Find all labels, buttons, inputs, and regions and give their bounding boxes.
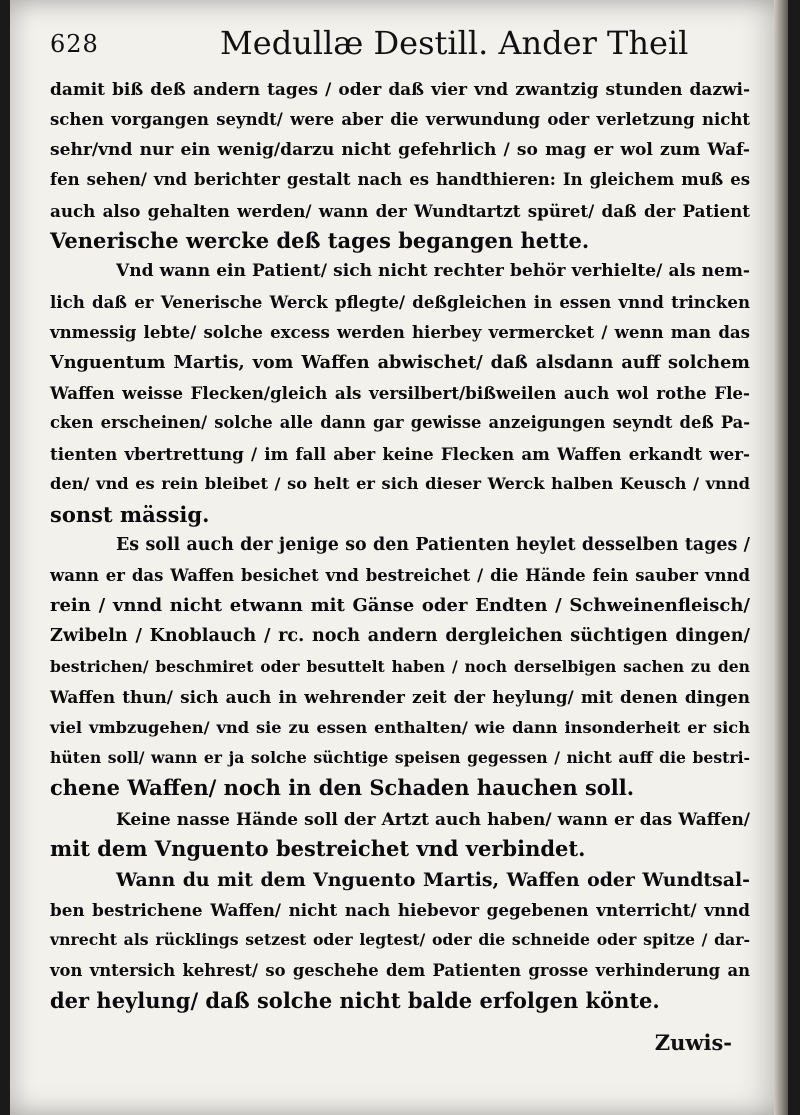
text-line: Es soll auch der jenige so den Patienten heylet desselben tages / (116, 535, 750, 556)
text-line: damit biß deß andern tages / oder daß vier vnd zwantzig stunden dazwi- (50, 79, 750, 99)
catchword: Zuwis- (654, 1030, 732, 1055)
text-line: Zwibeln / Knoblauch / rc. noch andern dergleichen süchtigen dingen/ (50, 625, 750, 647)
text-line: schen vorgangen seyndt/ were aber die verwundung oder verletzung nicht (50, 109, 750, 130)
text-line: Vnguentum Martis, vom Waffen abwischet/ daß alsdann auff solchem (50, 351, 750, 373)
body-text (50, 74, 750, 1017)
text-line: rein / vnnd nicht etwann mit Gänse oder Endten / Schweinenfleisch/ (50, 594, 750, 616)
text-line: den/ vnd es rein bleibet / so helt er sich dieser Werck halben Keusch / vnnd (50, 474, 750, 494)
text-line: chene Waffen/ noch in den Schaden hauchen soll. (50, 775, 635, 801)
text-line: tienten vbertrettung / im fall aber keine Flecken am Waffen erkandt wer- (50, 443, 750, 464)
text-line: hüten soll/ wann er ja solche süchtige speisen gegessen / nicht auff die bestri- (50, 747, 750, 767)
text-line: viel vmbzugehen/ vnd sie zu essen enthalten/ wie dann insonderheit er sich (50, 717, 750, 737)
text-line: sonst mässig. (50, 501, 210, 527)
text-line: Keine nasse Hände soll der Artzt auch haben/ wann er das Waffen/ (116, 808, 750, 829)
text-line: Wann du mit dem Vnguento Martis, Waffen oder Wundtsal- (116, 868, 750, 891)
text-line: lich daß er Venerische Werck pflegte/ deßgleichen in essen vnnd trincken (50, 291, 750, 312)
text-line: vnrecht als rücklings setzest oder legtest/ oder die schneide oder spitze / dar- (50, 930, 750, 950)
text-line: von vntersich kehrest/ so geschehe dem Patienten grosse verhinderung an (50, 960, 750, 980)
text-line: cken erscheinen/ solche alle dann gar gewisse anzeigungen seyndt deß Pa- (50, 413, 750, 433)
paragraph-1 (50, 74, 750, 256)
book-page (10, 0, 788, 1115)
text-line: Waffen thun/ sich auch in wehrender zeit der heylung/ mit denen dingen (50, 687, 750, 708)
text-line: Venerische wercke deß tages begangen hette. (50, 228, 590, 254)
text-line: wann er das Waffen besichet vnd bestreichet / die Hände fein sauber vnnd (50, 565, 750, 585)
text-line: Vnd wann ein Patient/ sich nicht rechter behör verhielte/ als nem- (116, 261, 750, 282)
text-line: mit dem Vnguento bestreichet vnd verbindet. (50, 836, 586, 862)
page-number: 628 (50, 30, 99, 58)
paragraph-5 (50, 865, 750, 1017)
text-line: Waffen weisse Flecken/gleich als versilbert/bißweilen auch wol rothe Fle- (50, 383, 750, 404)
paragraph-4 (50, 804, 750, 865)
text-line: auch also gehalten werden/ wann der Wundtartzt spüret/ daß der Patient (50, 200, 750, 221)
text-line: ben bestrichene Waffen/ nicht nach hiebevor gegebenen vnterricht/ vnnd (50, 899, 750, 920)
text-line: der heylung/ daß solche nicht balde erfolgen könte. (50, 988, 660, 1014)
paragraph-2 (50, 256, 750, 530)
text-line: vnmessig lebte/ solche excess werden hierbey vermercket / wenn man das (50, 322, 750, 343)
running-title: Medullæ Destill. Ander Theil (220, 24, 689, 62)
page-header (50, 24, 770, 70)
page-edge-shadow (774, 0, 788, 1115)
text-line: sehr/vnd nur ein wenig/darzu nicht gefehrlich / so mag er wol zum Waf- (50, 139, 750, 160)
text-line: fen sehen/ vnd berichter gestalt nach es handthieren: In gleichem muß es (50, 170, 750, 190)
paragraph-3 (50, 530, 750, 804)
text-line: bestrichen/ beschmiret oder besuttelt haben / noch derselbigen sachen zu den (50, 656, 750, 676)
